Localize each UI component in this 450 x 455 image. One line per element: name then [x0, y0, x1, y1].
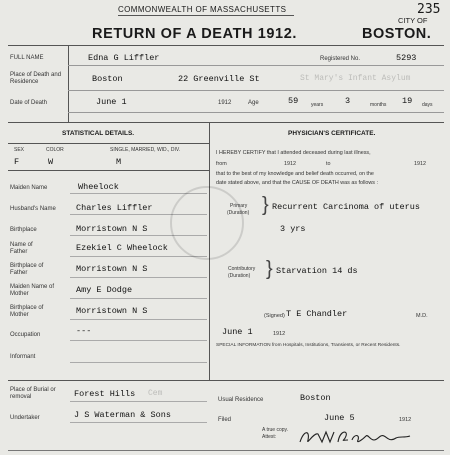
age-years-value: 59 [288, 96, 299, 106]
burial-rule [70, 401, 207, 402]
commonwealth-heading: COMMONWEALTH OF MASSACHUSETTS [118, 5, 287, 14]
contributory-label: Contributory [228, 266, 256, 272]
age-days-value: 19 [402, 96, 413, 106]
frame-lower-divider [8, 380, 444, 381]
faint-overprint-text: St Mary's Infant Asylum [300, 74, 411, 83]
sex-row-rule [8, 170, 209, 171]
undertaker-label: Undertaker [10, 415, 40, 421]
primary-duration-label: (Duration) [227, 210, 250, 216]
attest-label: Attest: [262, 434, 277, 440]
mother-maiden-name-value: Amy E Dodge [76, 285, 133, 295]
filed-label: Filed [218, 417, 232, 423]
date-of-death-label: Date of Death [10, 100, 48, 106]
contributory-brace: } [266, 258, 273, 280]
certify-line-1: I HEREBY CERTIFY that I attended deceased during last illness, [216, 150, 371, 156]
maiden-name-value: Wheelock [78, 182, 119, 192]
name-row-rule [68, 65, 444, 66]
father-birthplace-value: Morristown N S [76, 264, 148, 274]
certify-line-4: date stated above, and that the CAUSE OF DEATH was as follows : [216, 180, 378, 186]
husbands-name-value: Charles Liffler [76, 203, 153, 213]
certify-to-year: 1912 [414, 161, 426, 167]
occupation-rule [70, 340, 207, 341]
certify-line-3: that to the best of my knowledge and belief death occurred, on the [216, 171, 374, 177]
place-row-rule [68, 90, 444, 91]
mother-birthplace-rule [70, 319, 207, 320]
mother-rule [70, 298, 207, 299]
months-label: months [370, 102, 387, 108]
contributory-duration-label: (Duration) [228, 273, 251, 279]
label-column-divider [68, 45, 69, 122]
color-value: W [48, 157, 54, 167]
registered-no-value: 5293 [396, 53, 417, 63]
date-of-death-value: June 1 [96, 97, 127, 107]
usual-residence-label: Usual Residence [218, 397, 264, 403]
husbands-name-label: Husband's Name [10, 206, 56, 212]
date-row-rule [68, 112, 444, 113]
attest-signature [296, 424, 416, 448]
physicians-certificate-heading: PHYSICIAN'S CERTIFICATE. [288, 130, 376, 137]
certify-from-year: 1912 [284, 161, 296, 167]
death-year-label: 1912 [218, 100, 232, 106]
place-of-death-label: Place of Death and Residence [10, 72, 62, 85]
contributory-cause-value: Starvation 14 ds [276, 266, 358, 276]
days-label: days [422, 102, 433, 108]
marital-label: SINGLE, MARRIED, WID., DIV. [110, 147, 181, 153]
mother-birthplace-value: Morristown N S [76, 306, 148, 316]
full-name-value: Edna G Liffler [88, 53, 160, 63]
physician-name-value: T E Chandler [286, 309, 348, 319]
filed-date-value: June 5 [324, 413, 355, 423]
header-rule [118, 15, 294, 16]
full-name-label: FULL NAME [10, 55, 44, 61]
birthplace-label: Birthplace [10, 227, 37, 233]
informant-label: Informant [10, 354, 36, 360]
special-information-text: SPECIAL INFORMATION from Hospitals, Institutions, Transients, or Recent Residents. [216, 343, 401, 348]
sex-label: SEX [14, 147, 25, 153]
frame-top [8, 45, 444, 46]
frame-bottom [8, 450, 444, 451]
age-months-value: 3 [345, 96, 351, 106]
occupation-value: --- [76, 326, 92, 336]
certify-from-label: from [216, 161, 227, 167]
years-label: years [311, 102, 324, 108]
undertaker-value: J S Waterman & Sons [74, 410, 171, 420]
birthplace-of-mother-label: Birthplace of Mother [10, 305, 44, 318]
registered-no-label: Registered No. [320, 56, 361, 62]
filed-year: 1912 [399, 417, 412, 423]
faint-seal-stamp [170, 186, 244, 260]
burial-place-value: Forest Hills [74, 389, 136, 399]
birthplace-of-father-label: Birthplace of Father [10, 263, 44, 276]
primary-label: Primary [230, 203, 248, 209]
place-of-burial-label: Place of Burial or removal [10, 387, 56, 400]
true-copy-label: A true copy. [262, 427, 289, 433]
document-title: RETURN OF A DEATH 1912. [92, 26, 298, 42]
primary-brace: } [262, 194, 269, 216]
age-label: Age [248, 100, 259, 106]
frame-section-divider [8, 122, 444, 123]
city-name: BOSTON. [362, 26, 432, 42]
maiden-name-label: Maiden Name [10, 185, 48, 191]
color-label: COLOR [46, 147, 64, 153]
place-of-death-value: Boston [92, 74, 123, 84]
signed-label: (Signed) [264, 313, 285, 319]
undertaker-rule [70, 422, 207, 423]
father-name-value: Ezekiel C Wheelock [76, 243, 168, 253]
statistical-header-rule [8, 143, 209, 144]
primary-cause-value: Recurrent Carcinoma of uterus [272, 202, 420, 212]
maiden-name-of-mother-label: Maiden Name of Mother [10, 284, 55, 297]
marital-value: M [116, 157, 122, 167]
statistical-details-heading: STATISTICAL DETAILS. [62, 130, 135, 137]
birthplace-value: Morristown N S [76, 224, 148, 234]
informant-rule [70, 362, 207, 363]
address-value: 22 Greenville St [178, 74, 260, 84]
occupation-label: Occupation [10, 332, 41, 338]
father-rule [70, 256, 207, 257]
signed-year: 1912 [273, 331, 286, 337]
page-number: 235 [417, 2, 441, 17]
city-of-label: CITY OF [398, 16, 428, 25]
md-label: M.D. [416, 313, 428, 319]
certify-to-label: to [326, 161, 331, 167]
sex-value: F [14, 157, 20, 167]
father-birthplace-rule [70, 277, 207, 278]
usual-residence-value: Boston [300, 393, 331, 403]
primary-duration-value: 3 yrs [280, 224, 306, 234]
faint-burial-overprint: Cem [148, 389, 163, 398]
signed-date-value: June 1 [222, 327, 253, 337]
name-of-father-label: Name of Father [10, 242, 33, 255]
